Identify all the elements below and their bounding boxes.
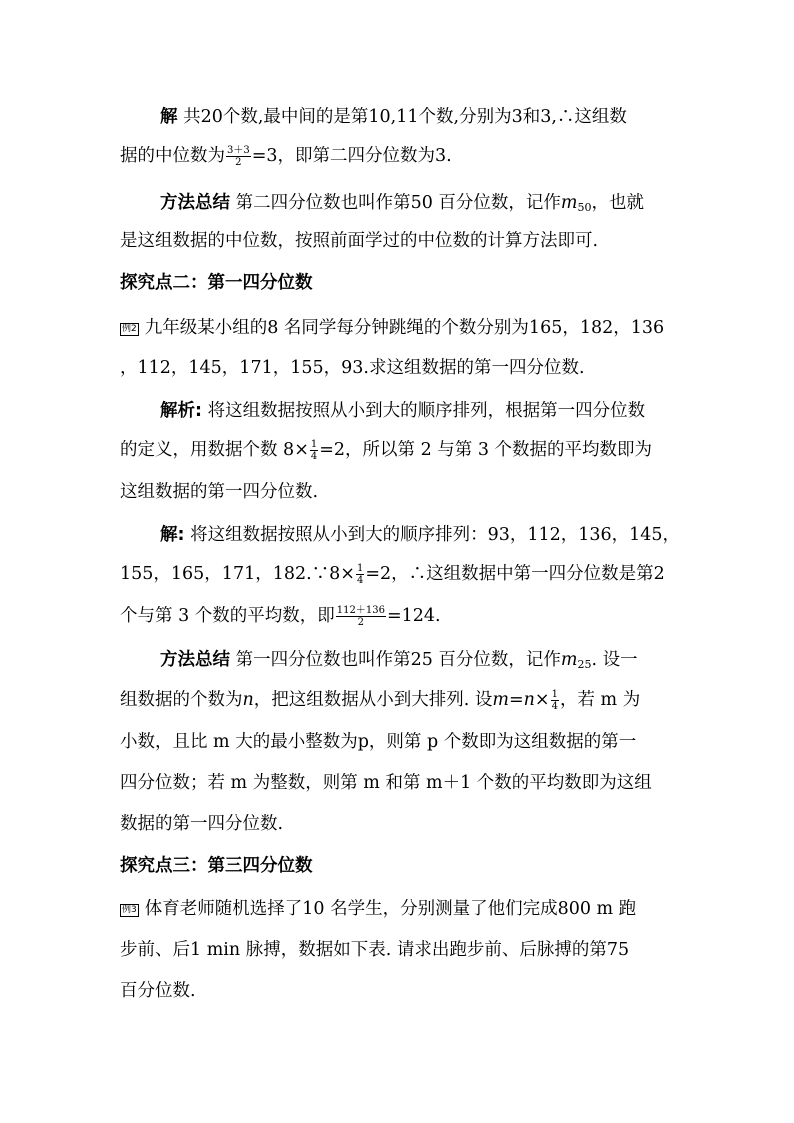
fraction-numerator: 1: [356, 563, 364, 574]
text: 百分位数.: [120, 981, 196, 1001]
text: 第一四分位数也叫作第25 百分位数，记作: [235, 650, 561, 670]
text: . 设一: [591, 650, 638, 670]
text: 155，165，171，182.∵8×: [120, 564, 355, 584]
fraction-denominator: 2: [235, 157, 242, 168]
solution-line: [160, 104, 627, 130]
example-line: [120, 315, 664, 341]
text: 九年级某小组的8 名同学每分钟跳绳的个数分别为165，182，136: [144, 318, 665, 338]
fraction: [336, 605, 386, 628]
text: 数据的第一四分位数.: [120, 814, 284, 834]
fraction-numerator: 1: [551, 689, 558, 700]
analysis-label: 解析:: [160, 401, 202, 421]
method-summary-line: [120, 687, 640, 713]
solution-line: [120, 603, 441, 629]
fraction: [310, 439, 318, 462]
method-summary-line: [120, 729, 636, 755]
example-tag: 例3: [122, 905, 137, 915]
text: 这组数据的第一四分位数.: [120, 482, 319, 502]
text: =2，所以第 2 与第 3 个数据的平均数即为: [319, 440, 653, 460]
text: =3，即第二四分位数为3.: [251, 146, 452, 166]
solution-label: 解:: [160, 525, 185, 545]
text: 的定义，用数据个数 8×: [120, 440, 309, 460]
section-heading: 探究点三：第三四分位数: [120, 856, 313, 876]
text: 据的中位数为: [120, 146, 225, 166]
variable: n: [242, 690, 254, 710]
fraction-numerator: 1: [310, 439, 318, 450]
text: ，把这组数据从小到大排列. 设: [253, 690, 493, 710]
text: 将这组数据按照从小到大的顺序排列：93，112，136，145，: [190, 525, 681, 545]
variable: m: [560, 650, 578, 670]
method-summary-line: [120, 811, 283, 837]
analysis-line: [160, 398, 645, 424]
text: ，112，145，171，155，93.求这组数据的第一四分位数.: [120, 358, 585, 378]
method-summary-label: 方法总结: [160, 193, 230, 213]
text: ，也就: [591, 193, 645, 213]
fraction-numerator: 3＋3: [227, 145, 250, 156]
text: 共20个数,最中间的是第10,11个数,分别为3和3,∴这组数: [183, 107, 627, 127]
method-summary-line: [160, 190, 644, 221]
text: 第二四分位数也叫作第50 百分位数，记作: [235, 193, 561, 213]
example-line: [120, 355, 585, 381]
text: 四分位数；若 m 为整数，则第 m 和第 m＋1 个数的平均数即为这组: [120, 773, 652, 793]
fraction-numerator: 112＋136: [336, 605, 385, 616]
text: 步前、后1 min 脉搏，数据如下表. 请求出跑步前、后脉搏的第75: [120, 940, 630, 960]
method-summary-line: [120, 228, 598, 254]
solution-line: [120, 561, 665, 587]
fraction-denominator: 4: [356, 575, 364, 586]
method-summary-label: 方法总结: [160, 650, 230, 670]
fraction-denominator: 4: [551, 701, 558, 712]
text: 将这组数据按照从小到大的顺序排列，根据第一四分位数: [207, 401, 646, 421]
analysis-line: [120, 479, 318, 505]
section-heading: 探究点二：第一四分位数: [120, 273, 313, 293]
method-summary-line: [160, 647, 638, 678]
solution-line: [160, 522, 680, 548]
example-line: [120, 896, 636, 922]
text: 小数，且比 m 大的最小整数为p，则第 p 个数即为这组数据的第一: [120, 732, 637, 752]
text: 体育老师随机选择了10 名学生，分别测量了他们完成800 m 跑: [144, 899, 637, 919]
subscript: 25: [577, 658, 592, 671]
text: =124.: [386, 606, 441, 626]
fraction-denominator: 4: [310, 451, 318, 462]
text: 个与第 3 个数的平均数，即: [120, 606, 335, 626]
fraction: [226, 145, 251, 168]
solution-line: [120, 143, 452, 169]
solution-label: 解: [160, 107, 178, 127]
fraction: [356, 563, 364, 586]
text: =2，∴这组数据中第一四分位数是第2: [365, 564, 665, 584]
example-tag: 例2: [122, 324, 137, 334]
analysis-line: [120, 437, 652, 463]
fraction: [551, 689, 559, 712]
text: 组数据的个数为: [120, 690, 243, 710]
equation: m=n×: [492, 690, 550, 710]
method-summary-line: [120, 770, 652, 796]
fraction-denominator: 2: [357, 617, 365, 628]
example-line: [120, 937, 629, 963]
example-line: [120, 978, 196, 1004]
text: 是这组数据的中位数，按照前面学过的中位数的计算方法即可.: [120, 231, 599, 251]
text: ，若 m 为: [559, 690, 641, 710]
variable: m: [560, 193, 578, 213]
subscript: 50: [577, 201, 592, 214]
